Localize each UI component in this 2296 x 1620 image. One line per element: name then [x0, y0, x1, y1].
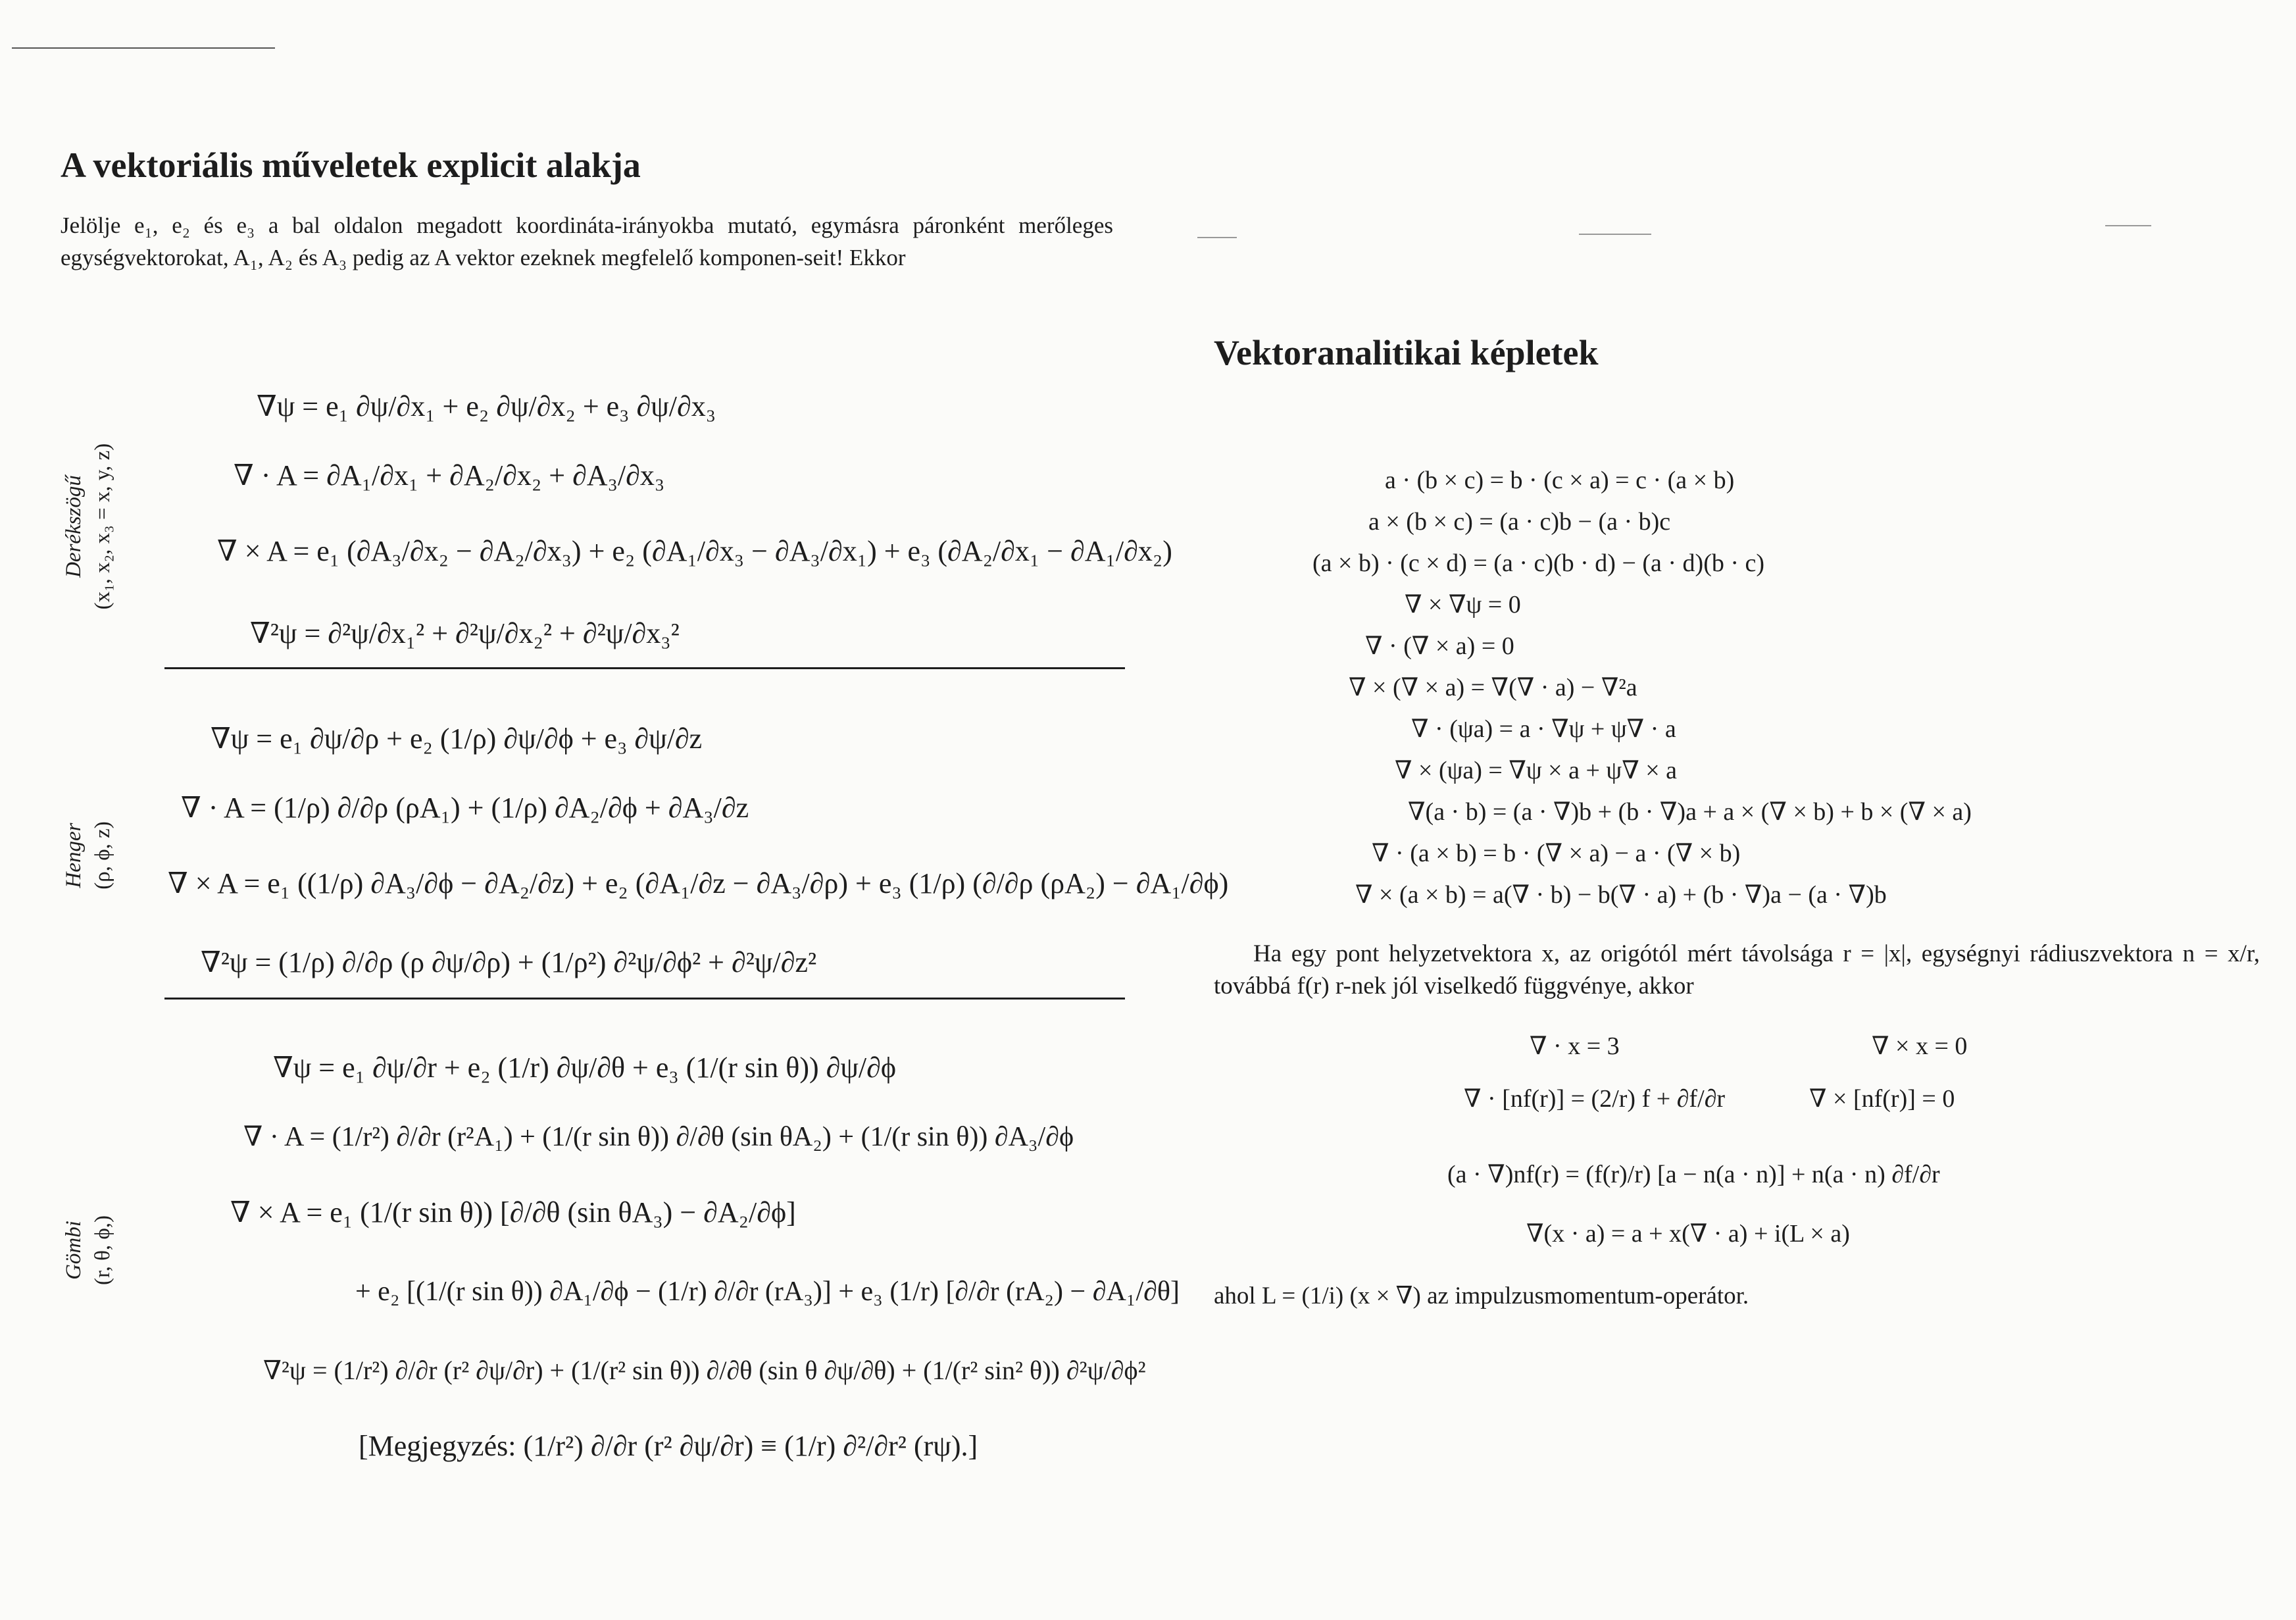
identity: ∇ × [nf(r)] = 0: [1809, 1085, 1955, 1113]
top-rule: [12, 47, 275, 49]
section-label-spherical: [59, 1171, 132, 1329]
scan-mark: [2105, 225, 2151, 226]
section-label-cartesian: [59, 388, 132, 665]
identity: ∇ × (a × b) = a(∇ · b) − b(∇ · a) + (b · ∇)a − (a · ∇)b: [1355, 881, 1887, 909]
identity: ∇ · (ψa) = a · ∇ψ + ψ∇ · a: [1411, 715, 1676, 743]
identity: ∇ · (a × b) = b · (∇ × a) − a · (∇ × b): [1372, 840, 1741, 867]
identity: a × (b × c) = (a · c)b − (a · b)c: [1368, 508, 1671, 536]
equation: ∇ · A = ∂A₁/∂x₁ + ∂A₂/∂x₂ + ∂A₃/∂x₃: [234, 459, 665, 492]
section-name: Henger: [62, 823, 86, 888]
section-divider: [164, 998, 1125, 1000]
identity: ∇(a · b) = (a · ∇)b + (b · ∇)a + a × (∇ × b) + b × (∇ × a): [1408, 798, 1972, 826]
page-title: A vektoriális műveletek explicit alakja: [61, 145, 641, 185]
equation: ∇ × A = e₁ (1/(r sin θ)) [∂/∂θ (sin θA₃) − ∂A₂/∂ϕ]: [230, 1196, 796, 1228]
equation: ∇ψ = e₁ ∂ψ/∂ρ + e₂ (1/ρ) ∂ψ/∂ϕ + e₃ ∂ψ/∂z: [211, 722, 703, 755]
identity: (a · ∇)nf(r) = (f(r)/r) [a − n(a · n)] + n(a · n) ∂f/∂r: [1447, 1161, 1940, 1188]
identity: a · (b × c) = b · (c × a) = c · (a × b): [1385, 467, 1735, 494]
identity: ∇ × x = 0: [1872, 1032, 1968, 1060]
identity: ∇ · [nf(r)] = (2/r) f + ∂f/∂r: [1464, 1085, 1726, 1113]
remark: [Megjegyzés: (1/r²) ∂/∂r (r² ∂ψ/∂r) ≡ (1/r) ∂²/∂r² (rψ).]: [359, 1430, 978, 1462]
equation: ∇ × A = e₁ ((1/ρ) ∂A₃/∂ϕ − ∂A₂/∂z) + e₂ (∂A₁/∂z − ∂A₃/∂ρ) + e₃ (1/ρ) (∂/∂ρ (ρA₂) − ∂A₁/∂ϕ): [168, 867, 1229, 899]
section-title: Vektoranalitikai képletek: [1214, 333, 1599, 372]
position-vector-paragraph: Ha egy pont helyzetvektora x, az origótól mért távolsága r = |x|, egységnyi rádiuszvektora n = x/r, továbbá f(r) r-nek jól viselkedő függvénye, akkor: [1214, 940, 2260, 1000]
section-name: Derékszögű: [62, 475, 86, 578]
equation: ∇ × A = e₁ (∂A₃/∂x₂ − ∂A₂/∂x₃) + e₂ (∂A₁/∂x₃ − ∂A₃/∂x₁) + e₃ (∂A₂/∂x₁ − ∂A₁/∂x₂): [217, 535, 1172, 567]
identity: ∇ × ∇ψ = 0: [1405, 591, 1521, 619]
equation: ∇²ψ = ∂²ψ/∂x₁² + ∂²ψ/∂x₂² + ∂²ψ/∂x₃²: [250, 617, 680, 649]
scan-mark: [1579, 234, 1651, 235]
equation: ∇ · A = (1/ρ) ∂/∂ρ (ρA₁) + (1/ρ) ∂A₂/∂ϕ + ∂A₃/∂z: [181, 792, 749, 824]
identity: ∇ × (∇ × a) = ∇(∇ · a) − ∇²a: [1349, 674, 1637, 701]
identity: ∇ × (ψa) = ∇ψ × a + ψ∇ × a: [1395, 757, 1678, 784]
identity: (a × b) · (c × d) = (a · c)(b · d) − (a · d)(b · c): [1312, 549, 1765, 577]
equation: ∇²ψ = (1/ρ) ∂/∂ρ (ρ ∂ψ/∂ρ) + (1/ρ²) ∂²ψ/∂ϕ² + ∂²ψ/∂z²: [201, 946, 817, 978]
equation: ∇ψ = e₁ ∂ψ/∂r + e₂ (1/r) ∂ψ/∂θ + e₃ (1/(r sin θ)) ∂ψ/∂ϕ: [273, 1051, 897, 1084]
section-name: Gömbi: [62, 1221, 86, 1280]
equation: ∇²ψ = (1/r²) ∂/∂r (r² ∂ψ/∂r) + (1/(r² sin θ)) ∂/∂θ (sin θ ∂ψ/∂θ) + (1/(r² sin² θ)) ∂²ψ/∂ϕ²: [263, 1355, 1146, 1385]
footer-note: ahol L = (1/i) (x × ∇) az impulzusmomentum-operátor.: [1214, 1282, 1749, 1309]
section-label-cylindrical: [59, 770, 132, 941]
intro-paragraph: Jelölje e₁, e₂ és e₃ a bal oldalon megadott koordináta-irányokba mutató, egymásra páronként merőleges egységvektorokat, A₁, A₂ és A₃ pedig az A vektor ezeknek megfelelő komponen-seit! Ekkor: [61, 213, 1113, 270]
equation: ∇ψ = e₁ ∂ψ/∂x₁ + e₂ ∂ψ/∂x₂ + e₃ ∂ψ/∂x₃: [257, 390, 716, 422]
equation: + e₂ [(1/(r sin θ)) ∂A₁/∂ϕ − (1/r) ∂/∂r (rA₃)] + e₃ (1/r) [∂/∂r (rA₂) − ∂A₁/∂θ]: [355, 1277, 1180, 1307]
equation: ∇ · A = (1/r²) ∂/∂r (r²A₁) + (1/(r sin θ)) ∂/∂θ (sin θA₂) + (1/(r sin θ)) ∂A₃/∂ϕ: [243, 1122, 1074, 1152]
identity: ∇ · x = 3: [1530, 1032, 1620, 1060]
section-divider: [164, 667, 1125, 669]
section-coords: (x₁, x₂, x₃ = x, y, z): [91, 443, 114, 610]
section-coords: (r, θ, ϕ,): [91, 1215, 114, 1286]
section-coords: (ρ, ϕ, z): [91, 821, 114, 890]
identity: ∇ · (∇ × a) = 0: [1365, 632, 1514, 660]
scan-mark: [1197, 237, 1237, 238]
identity: ∇(x · a) = a + x(∇ · a) + i(L × a): [1526, 1220, 1850, 1248]
